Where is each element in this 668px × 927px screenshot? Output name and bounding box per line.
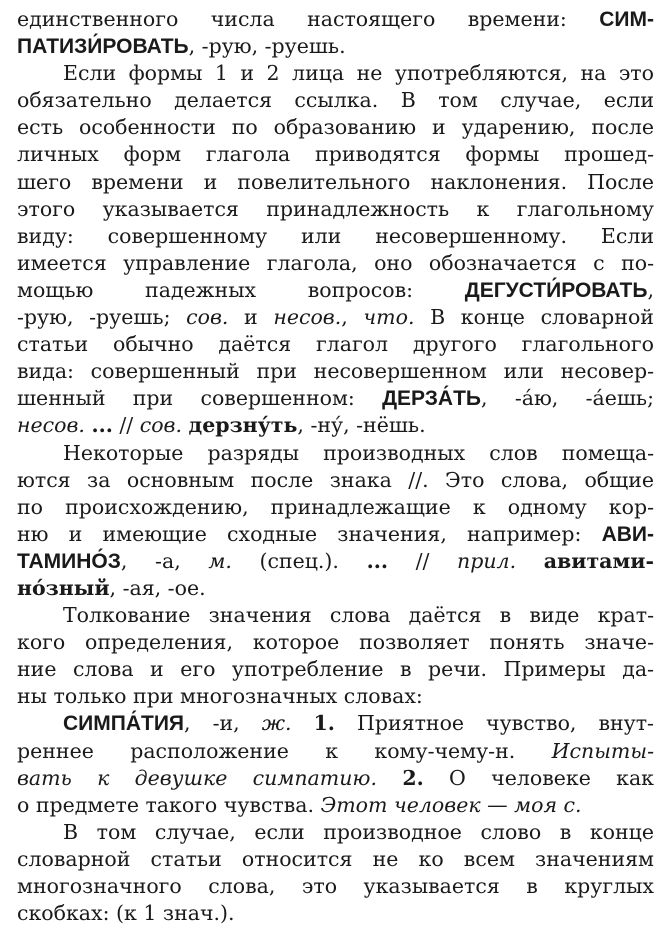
text-segment: реннее расположение к кому-чему-н. <box>17 738 552 763</box>
text-line <box>17 169 654 196</box>
text-line <box>17 846 654 873</box>
text-line <box>17 792 654 819</box>
text-line <box>17 548 654 575</box>
text-segment: вида: совершенный при несовершенном или несовер- <box>17 359 654 384</box>
text-segment: ние слова и его употребление в речи. Примеры да- <box>17 657 654 682</box>
text-segment: шенный при совершенном: <box>17 386 383 411</box>
text-line <box>17 331 654 358</box>
text-segment: , <box>647 277 654 302</box>
text-line <box>17 60 654 87</box>
text-segment: Толкование значения слова даётся в виде крат- <box>63 603 654 628</box>
text-segment: ню и имеющие сходные значения, например: <box>17 521 602 546</box>
text-line <box>17 602 654 629</box>
text-segment: , -а́ю, -а́ешь; <box>481 386 654 411</box>
text-segment: , -ая, -ое. <box>109 575 206 600</box>
text-segment: 2. <box>402 765 424 790</box>
text-segment: // <box>387 548 458 573</box>
text-segment: этого указывается принадлежность к глагольному <box>17 196 654 221</box>
text-line <box>17 196 654 223</box>
text-segment: В том случае, если производное слово в конце <box>63 819 654 844</box>
text-line <box>17 87 654 114</box>
text-segment <box>292 711 314 735</box>
text-segment: Если формы 1 и 2 лица не употребляются, на это <box>63 61 654 86</box>
text-line <box>17 412 654 439</box>
headword: ТАМИНО́З <box>17 549 121 573</box>
text-segment: , -рую, -руешь. <box>188 34 346 59</box>
headword: АВИ- <box>601 522 654 546</box>
text-segment: ны только при многозначных словах: <box>17 684 423 709</box>
text-segment: вать к девушке симпатию. <box>17 765 377 790</box>
text-segment: шего времени и повелительного наклонения. После <box>17 169 654 194</box>
text-segment: 1. <box>313 711 335 736</box>
text-line <box>17 629 654 656</box>
text-line <box>17 304 654 331</box>
text-segment: , -а, <box>120 548 209 573</box>
text-segment: , -ну́, -нёшь. <box>297 413 426 438</box>
text-segment: -рую, -руешь; <box>17 305 187 330</box>
text-segment: виду: совершенному или несовершенному. Если <box>17 223 654 248</box>
text-segment: обязательно делается ссылка. В том случае, если <box>17 88 654 113</box>
text-segment: Испыты- <box>551 738 654 763</box>
text-line <box>17 277 654 304</box>
text-line <box>17 521 654 548</box>
text-segment: дерзну́ть <box>188 413 298 438</box>
text-line <box>17 33 654 60</box>
headword: ДЕГУСТИ́РОВАТЬ <box>464 278 648 302</box>
text-line <box>17 114 654 141</box>
text-segment: но́зный <box>17 575 110 600</box>
text-line <box>17 710 654 737</box>
text-segment: ются за основным после знака //. Это слова, общие <box>17 467 654 492</box>
text-segment: многозначного слова, это указывается в круглых <box>17 874 654 898</box>
text-segment: прил. <box>457 548 517 573</box>
text-segment: , <box>341 305 364 330</box>
text-line <box>17 6 654 33</box>
text-line <box>17 385 654 412</box>
text-segment: ж. <box>261 711 292 736</box>
text-line <box>17 467 654 494</box>
text-line <box>17 765 654 792</box>
text-line <box>17 656 654 683</box>
text-line <box>17 575 654 602</box>
text-segment: кого определения, которое позволяет понять значе- <box>17 630 654 655</box>
text-line <box>17 440 654 467</box>
text-segment: скобках: (к 1 знач.). <box>17 901 235 926</box>
text-segment: ... <box>91 413 113 438</box>
text-segment <box>377 766 402 790</box>
text-segment: (спец.). <box>231 548 367 573</box>
text-segment: личных форм глагола приводятся формы прошед- <box>17 142 654 167</box>
text-segment: по происхождению, принадлежащие к одному кор- <box>17 494 654 519</box>
text-line <box>17 358 654 385</box>
text-segment: м. <box>208 548 232 573</box>
text-segment: несов. <box>17 413 85 438</box>
headword: ПАТИЗИ́РОВАТЬ <box>17 35 189 59</box>
text-segment: О человеке как <box>423 765 654 790</box>
text-segment: Некоторые разряды производных слов помеща- <box>63 440 654 465</box>
text-segment: есть особенности по образованию и ударению, после <box>17 115 654 140</box>
text-segment: сов. <box>139 413 182 438</box>
text-line <box>17 900 654 927</box>
text-segment: мощью падежных вопросов: <box>17 277 465 302</box>
headword: ДЕРЗА́ТЬ <box>382 387 482 411</box>
text-segment: Приятное чувство, внут- <box>334 711 654 736</box>
headword: СИМ- <box>599 8 654 31</box>
text-line <box>17 250 654 277</box>
text-segment: статьи обычно даётся глагол другого глагольного <box>17 332 654 357</box>
text-segment: ... <box>366 548 388 573</box>
text-segment: и <box>228 305 274 330</box>
text-segment: В конце словарной <box>414 305 654 330</box>
text-line <box>17 494 654 521</box>
text-segment <box>516 549 544 573</box>
headword: СИМПА́ТИЯ <box>63 712 185 736</box>
text-line <box>17 683 654 710</box>
text-segment: , -и, <box>184 711 262 736</box>
text-line <box>17 141 654 168</box>
text-segment: что. <box>363 305 415 330</box>
text-line <box>17 819 654 846</box>
text-line <box>17 223 654 250</box>
text-segment: о предмете такого чувства. <box>17 792 321 817</box>
text-line <box>17 873 654 900</box>
text-segment: несов. <box>273 305 342 330</box>
text-segment: единственного числа настоящего времени: <box>17 7 600 31</box>
text-line <box>17 738 654 765</box>
text-segment: словарной статьи относится не ко всем значениям <box>17 846 654 871</box>
text-segment: сов. <box>186 305 229 330</box>
text-segment: // <box>112 413 140 438</box>
text-segment: Этот человек — моя с. <box>320 792 582 817</box>
text-segment: имеется управление глагола, оно обозначается с по- <box>17 250 654 275</box>
text-segment: авитами- <box>543 548 654 573</box>
